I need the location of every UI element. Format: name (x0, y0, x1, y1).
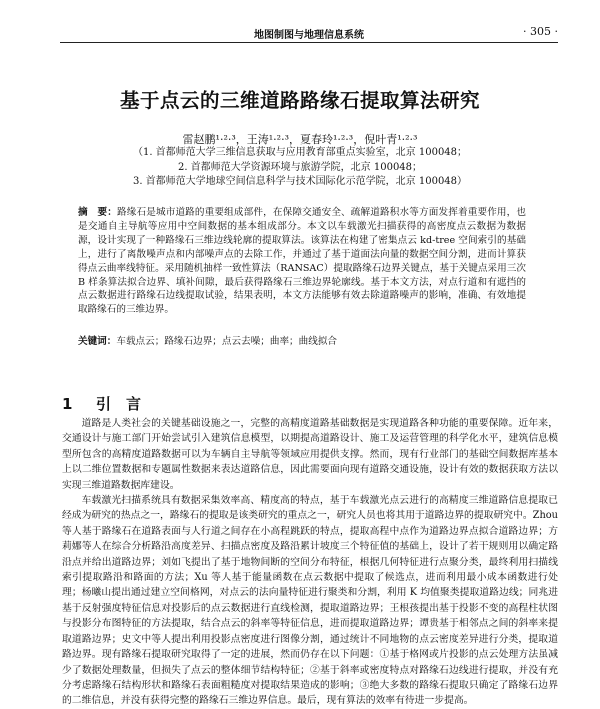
keywords-label: 关键词： (78, 336, 117, 347)
section-title: 引 言 (96, 395, 142, 413)
abstract-text: 路缘石是城市道路的重要组成部件，在保障交通安全、疏解道路积水等方面发挥着重要作用，也是交通自主导航等应用中空间数据的基本组成部分。本文以车载激光扫描获得的高密度点云数据为数据源，设计实现了一种路缘石三维边线轮廓的提取算法。该算法在构建了密集点云 kd-tree 空间索引的基础上，进行了离散噪声点和内部噪声点的去除工作，并通过了基于道面法向量的数据空间分割，进而计算获得点云曲率线特征。采用随机抽样一致性算法（RANSAC）提取路缘石边界关键点，基于关键点采用三次 B 样条算法拟合边界、填补间隙，最后获得路缘石三维边界轮廓线。基于本文方法，对点行道和有遮挡的点云数据进行路缘石边线提取试验，结果表明，本文方法能够有效去除道路噪声的影响，准确、有效地提取路缘石的三维边界。 (78, 207, 527, 316)
running-header (60, 24, 558, 43)
abstract (78, 206, 526, 317)
keywords (78, 335, 526, 349)
affiliations (0, 146, 600, 190)
author-list: 雷赵鹏¹·²·³，王涛¹·²·³，夏春玲¹·²·³，倪叶青¹·²·³ (182, 133, 418, 146)
affiliation-2: 2. 首都师范大学资源环境与旅游学院，北京 100048； (177, 161, 423, 173)
affiliation-3: 3. 首都师范大学地球空间信息科学与技术国际化示范学院，北京 100048） (132, 176, 468, 188)
journal-name: 地图制图与地理信息系统 (254, 30, 364, 41)
keywords-text: 车载点云；路缘石边界；点云去噪；曲率；曲线拟合 (116, 336, 338, 347)
affiliation-1: （1. 首都师范大学三维信息获取与应用教育部重点实验室，北京 100048； (132, 147, 468, 158)
body-text (62, 416, 558, 709)
section-number: 1 (62, 395, 73, 413)
paper-title: 基于点云的三维道路路缘石提取算法研究 (119, 89, 480, 112)
page-number: · 305 · (523, 25, 558, 38)
abstract-label: 摘 要： (78, 207, 117, 218)
body-paragraph-2: 车载激光扫描系统具有数据采集效率高、精度高的特点，基于车载激光点云进行的高精度三维道路信息提取已经成为研究的热点之一，路缘石的提取是该类研究的重点之一，研究人员也将其用于道路边界的提取研究中。Zhou 等人基于路缘石在道路表面与人行道之间存在小高程跳跃的特点，提取高程中点作为道路边界点拟合道路边界；方莉娜等人在综合分析路沿高度差异、扫描点密度及路沿累计坡度三个特征值的基础上，设计了若干规则用以确定路沿点并给出道路边界；刘如飞提出了基于地物间断的空间分布特征，根据几何特征进行点聚分类，最终利用扫描线索引提取路沿和路面的方法；Xu 等人基于能量函数在点云数据中提取了候选点，进而利用最小成本函数进行处理；杨曦山提出通过建立空间格网，对点云的法向量特征进行聚类和分割，利用 K 均值聚类提取道路边线；同兆进基于反射强度特征信息对投影后的点云数据进行直线检测，提取道路边界；王根孩提出基于投影不变的高程柱状图与投影分布图特征的方法提取，结合点云的斜率等特征信息，进而提取道路边界；谭贵基于相邻点之间的斜率来提取道路边界；史文中等人提出利用投影点密度进行图像分割，通过统计不同地物的点云密度差异进行分类，提取道路边界。现有路缘石提取研究取得了一定的进展，然而仍存在以下问题：①基于格网或片投影的点云处理方法虽减少了数据处理数量，但损失了点云的整体细节结构特征；②基于斜率或密度特点对路缘石边线进行提取，并没有充分考虑路缘石结构形状和路缘石表面粗糙度对提取结果造成的影响；③绝大多数的路缘石提取只确定了路缘石边界的二维信息，并没有获得完整的路缘石三维边界信息。最后，现有算法的效率有待进一步提高。 (62, 495, 558, 707)
body-paragraph-1: 道路是人类社会的关键基础设施之一，完整的高精度道路基础数据是实现道路各种功能的重要保障。近年来，交通设计与施工部门开始尝试引入建筑信息模型，以期提高道路设计、施工及运营管理的科学化水平，建筑信息模型所包含的高精度道路数据可以为车辆自主导航等领域应用提供支撑。然而，现有行业部门的基础空间数据库基本上以二维位置数据和专题属性数据来表达道路信息，因此需要面向现有道路交通设施，设计有效的数据获取方法以实现三维道路数据库建设。 (62, 418, 558, 491)
section-heading (62, 393, 141, 414)
